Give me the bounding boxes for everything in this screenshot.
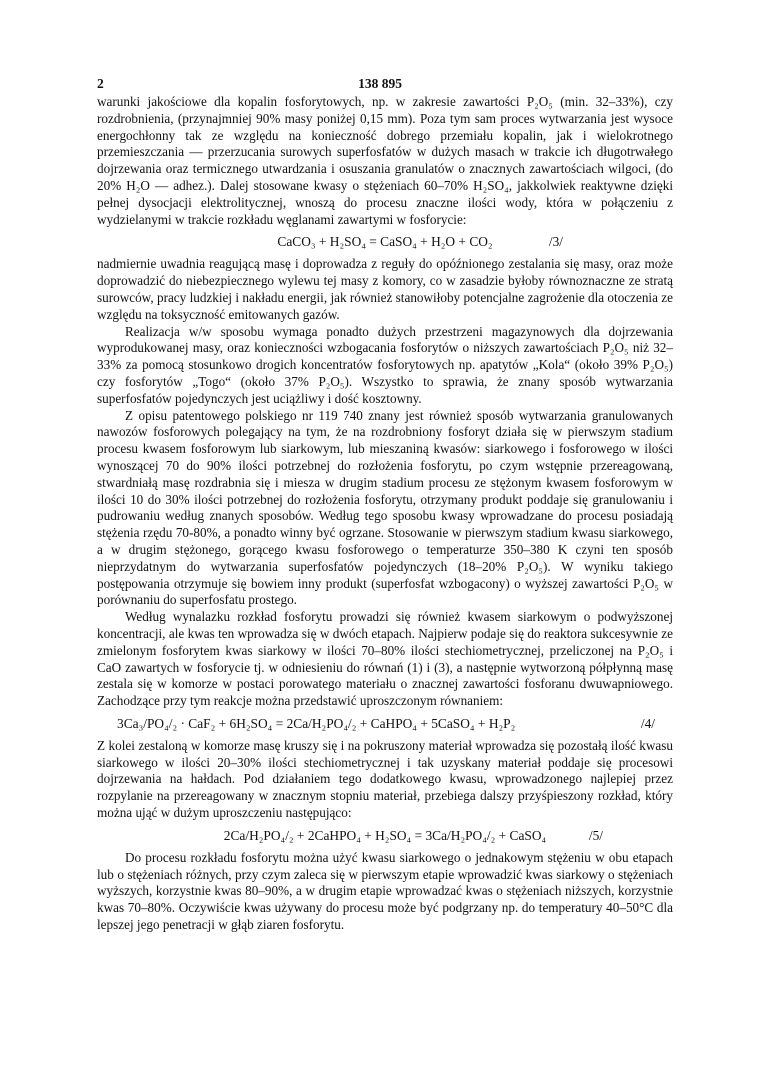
- paragraph-2: nadmiernie uwadnia reagującą masę i doprowadza z reguły do opóźnionego zestalania się masy, oraz może doprowadzić do niebezpiecznego wylewu tej masy z komory, co w zasadzie byłoby równoznaczne ze stratą surowców, pracy ludzkiej i nakładu energii, jak również stanowiłoby potencjalne zagrożenie dla otoczenia ze względu na toksyczność emitowanych gazów.: [97, 256, 673, 322]
- paragraph-6: Z kolei zestaloną w komorze masę kruszy się i na pokruszony materiał wprowadza się pozostałą ilość kwasu siarkowego w ilości 20–30% ilości stechiometrycznej i tak uzyskany materiał poddaje się procesowi dojrzewania na hałdach. Pod działaniem tego dodatkowego kwasu, wprowadzonego najlepiej przez rozpylanie na przereagowany w znacznym stopniu materiał, przebiega dalszy przyśpieszony rozkład, który można ująć w dużym uproszczeniu następująco:: [97, 737, 673, 821]
- paragraph-3: Realizacja w/w sposobu wymaga ponadto dużych przestrzeni magazynowych dla dojrzewania wyprodukowanej masy, oraz konieczności wzbogacania fosforytów o niższych zawartościach P₂O₅ niż 32–33% za pomocą stosunkowo drogich koncentratów fosforytowych np. apatytów „Kola“ (około 39% P₂O₅) czy fosforytów „Togo“ (około 37% P₂O₅). Wszystko to sprawia, że znany sposób wytwarzania superfosfatów pojedynczych jest uciążliwy i dość kosztowny.: [97, 323, 673, 406]
- document-body: [97, 94, 673, 934]
- equation-5-number: /5/: [588, 827, 603, 843]
- paragraph-5: Według wynalazku rozkład fosforytu prowadzi się również kwasem siarkowym o podwyższonej koncentracji, ale kwas ten wprowadza się w dwóch etapach. Najpierw podaje się do reaktora sukcesywnie ze zmielonym fosforytem kwas siarkowy w ilości 70–80% ilości stechiometrycznej, przeliczonej na P₂O₅ i CaO zawartych w fosforycie tj. w odniesieniu do równań (1) i (3), a następnie wytworzoną półpłynną masę zestala się w komorze w postaci porowatego materiału o znacznej zawartości fosforanu dwuwapniowego. Zachodzące przy tym reakcje można przedstawić uproszczonym równaniem:: [97, 609, 673, 709]
- paragraph-4: Z opisu patentowego polskiego nr 119 740 znany jest również sposób wytwarzania granulowanych nawozów fosforowych polegający na tym, że na rozdrobniony fosforyt działa się w pierwszym stadium procesu kwasem fosforowym lub siarkowym, lub mieszaniną kwasów: siarkowego i fosforowego w ilości wynoszącej 70 do 90% ilości potrzebnej do rozłożenia fosforytu, po czym wstępnie przereagowaną, stwardniałą masę rozdrabnia się i miesza w drugim stadium procesu ze stężonym kwasem fosforowym w ilości 10 do 30% ilości potrzebnej do rozłożenia fosforytu, otrzymany produkt poddaje się granulowaniu i pudrowaniu według znanych sposobów. Według tego sposobu kwasy wprowadzane do procesu posiadają stężenia rzędu 70-80%, a ponadto winny być ogrzane. Stosowanie w pierwszym stadium kwasu siarkowego, a w drugim stężonego, gorącego kwasu fosforowego o temperaturze 350–380 K czyni ten sposób nieprzydatnym do wytwarzania superfosfatów pojedynczych (18–20% P₂O₅). W wyniku takiego postępowania otrzymuje się bowiem inny produkt (superfosfat wzbogacony) o wyższej zawartości P₂O₅ w porównaniu do superfosfatu prostego.: [97, 407, 673, 608]
- equation-5: [97, 824, 673, 848]
- page-number: 2: [97, 76, 104, 91]
- equation-3-formula: CaCO₃ + H₂SO₄ = CaSO₄ + H₂O + CO₂: [277, 234, 493, 250]
- equation-4-formula: 3Ca₃/PO₄/₂ · CaF₂ + 6H₂SO₄ = 2Ca/H₂PO₄/₂ + CaHPO₄ + 5CaSO₄ + H₂P₂: [117, 715, 516, 731]
- equation-3: [97, 230, 673, 254]
- paragraph-7: Do procesu rozkładu fosforytu można użyć kwasu siarkowego o jednakowym stężeniu w obu etapach lub o stężeniach różnych, przy czym zaleca się w pierwszym etapie wprowadzić kwas siarkowy o stężeniach wyższych, korzystnie kwas 80–90%, a w drugim etapie wprowadzać kwas o stężeniach niższych, korzystnie kwas 70–80%. Oczywiście kwas używany do procesu może być podgrzany np. do temperatury 40–50°C dla lepszej jego penetracji w głąb ziaren fosforytu.: [97, 849, 673, 933]
- paragraph-1: warunki jakościowe dla kopalin fosforytowych, np. w zakresie zawartości P₂O₅ (min. 32–33%), czy rozdrobnienia, (przynajmniej 90% masy poniżej 0,15 mm). Poza tym sam proces wytwarzania jest wysoce energochłonny tak ze względu na konieczność dobrego przemiału kopalin, jak i wielokrotnego przemieszczania — przerzucania surowych superfosfatów w dużych masach w trakcie ich długotrwałego dojrzewania oraz termicznego utwardzania i osuszania granulatów o znacznych zawartościach wilgoci, (do 20% H₂O — adhez.). Dalej stosowane kwasy o stężeniach 60–70% H₂SO₄, jakkolwiek reaktywne dzięki pełnej dysocjacji elektrolitycznej, wnoszą do procesu znaczne ilości wody, która w połączeniu z wydzielanymi w trakcie rozkładu węglanami zawartymi w fosforycie:: [97, 94, 673, 227]
- equation-4: [97, 712, 673, 736]
- patent-number: 138 895: [358, 76, 402, 91]
- equation-3-number: /3/: [548, 234, 563, 250]
- equation-4-number: /4/: [640, 715, 655, 731]
- equation-5-formula: 2Ca/H₂PO₄/₂ + 2CaHPO₄ + H₂SO₄ = 3Ca/H₂PO₄/₂ + CaSO₄: [223, 827, 547, 843]
